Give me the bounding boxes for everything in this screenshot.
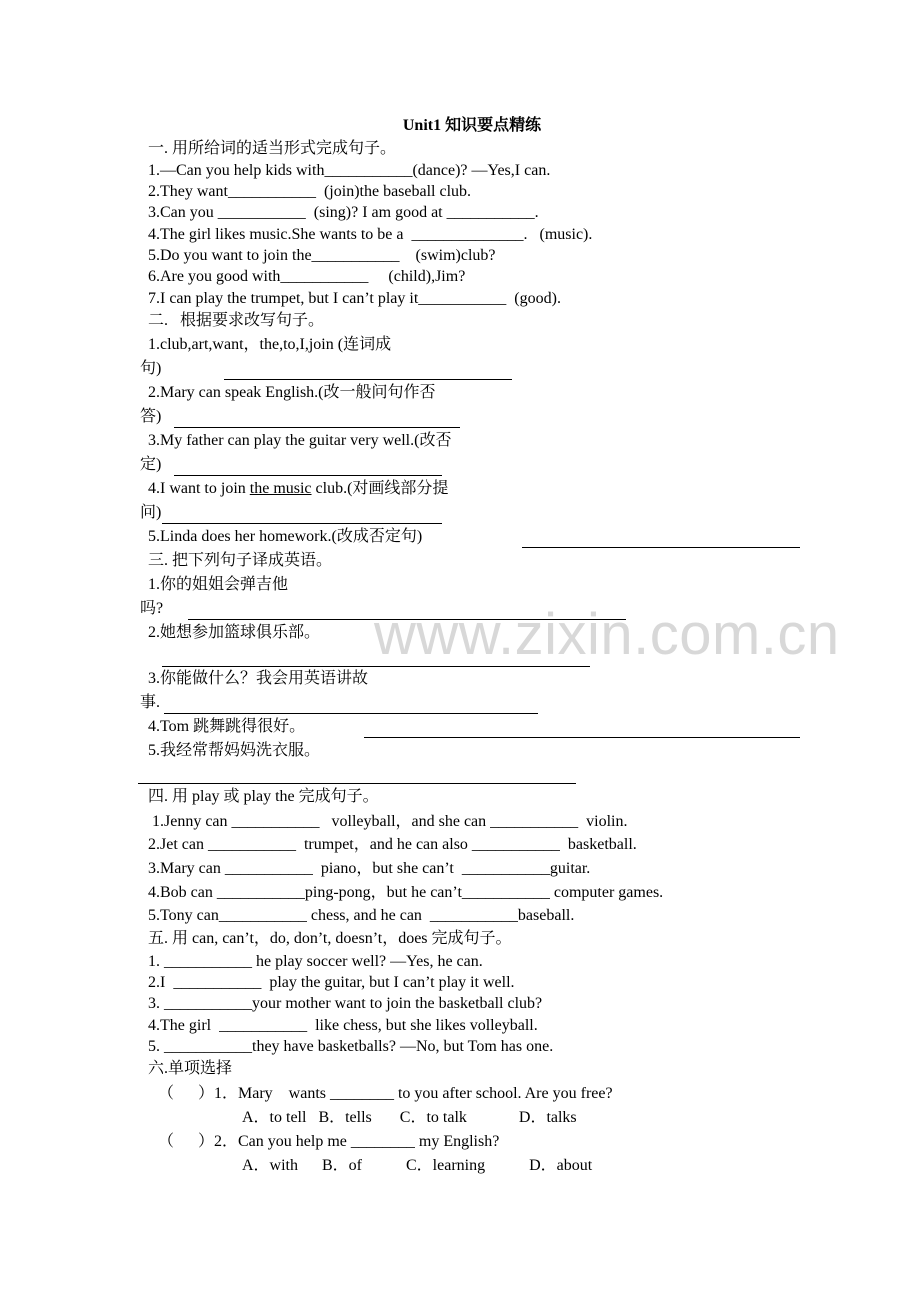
- exercise-line: 4.Bob can ___________ping-pong，but he can’t___________ computer games.: [148, 884, 664, 901]
- exercise-line: 3.Can you ___________ (sing)? I am good at ___________.: [148, 204, 539, 221]
- exercise-line: 5.Do you want to join the___________ (swim)club?: [148, 247, 496, 264]
- page-title: Unit1 知识要点精练: [402, 117, 542, 134]
- answer-blank-line[interactable]: [162, 523, 442, 524]
- exercise-line: 5.Tony can___________ chess, and he can ___________baseball.: [148, 907, 575, 924]
- answer-blank-line[interactable]: [174, 475, 442, 476]
- exercise-line: 5.Linda does her homework.(改成否定句): [148, 528, 423, 545]
- exercise-line: A．with B．of C．learning D．about: [242, 1157, 593, 1174]
- exercise-line: 4.The girl likes music.She wants to be a ______________. (music).: [148, 226, 593, 243]
- exercise-line: 2.I ___________ play the guitar, but I can’t play it well.: [148, 974, 515, 991]
- underlined-phrase: the music: [249, 480, 312, 497]
- exercise-line: 答): [140, 408, 162, 425]
- exercise-line: （ ）1．Mary wants ________ to you after school. Are you free?: [158, 1085, 613, 1102]
- exercise-line: 1.—Can you help kids with___________(dance)? —Yes,I can.: [148, 162, 551, 179]
- exercise-line: 问): [140, 504, 162, 521]
- exercise-line: 2.They want___________ (join)the baseball club.: [148, 183, 472, 200]
- exercise-line: 2.她想参加篮球俱乐部。: [148, 624, 321, 641]
- exercise-line: 句): [140, 360, 162, 377]
- exercise-line: （ ）2．Can you help me ________ my English?: [158, 1133, 500, 1150]
- line-text: club.(对画线部分提: [311, 480, 449, 497]
- exercise-line: 3. ___________your mother want to join the basketball club?: [148, 995, 543, 1012]
- exercise-line: 7.I can play the trumpet, but I can’t play it___________ (good).: [148, 290, 561, 307]
- exercise-line: 5. ___________they have basketballs? —No, but Tom has one.: [148, 1038, 554, 1055]
- answer-blank-line[interactable]: [138, 783, 576, 784]
- exercise-line: 1.Jenny can ___________ volleyball，and she can ___________ violin.: [152, 813, 628, 830]
- line-text: 4.I want to join: [148, 480, 250, 497]
- exercise-line: 5.我经常帮妈妈洗衣服。: [148, 742, 321, 759]
- answer-blank-line[interactable]: [164, 713, 538, 714]
- exercise-line: 三. 把下列句子译成英语。: [148, 552, 333, 569]
- exercise-line: 3.Mary can ___________ piano，but she can’t ___________guitar.: [148, 860, 591, 877]
- exercise-line: 一. 用所给词的适当形式完成句子。: [148, 140, 397, 157]
- exercise-line: 吗?: [140, 600, 164, 617]
- exercise-line: 事.: [140, 694, 161, 711]
- exercise-line: 3.My father can play the guitar very well.(改否: [148, 432, 452, 449]
- answer-blank-line[interactable]: [522, 547, 800, 548]
- answer-blank-line[interactable]: [364, 737, 800, 738]
- exercise-line: 3.你能做什么？我会用英语讲故: [148, 670, 369, 687]
- exercise-line: 1.你的姐姐会弹吉他: [148, 576, 289, 593]
- exercise-line: 1. ___________ he play soccer well? —Yes, he can.: [148, 953, 483, 970]
- exercise-line: 2.Mary can speak English.(改一般问句作否: [148, 384, 436, 401]
- exercise-line: 6.Are you good with___________ (child),Jim?: [148, 268, 466, 285]
- exercise-line: 四. 用 play 或 play the 完成句子。: [148, 788, 379, 805]
- answer-blank-line[interactable]: [174, 427, 460, 428]
- exercise-line: 六.单项选择: [148, 1060, 233, 1077]
- exercise-line: 五. 用 can, can’t，do, don’t, doesn’t，does 完成句子。: [148, 930, 512, 947]
- exercise-line: 4.The girl ___________ like chess, but she likes volleyball.: [148, 1017, 538, 1034]
- exercise-line: 2.Jet can ___________ trumpet，and he can also ___________ basketball.: [148, 836, 637, 853]
- exercise-line: 定): [140, 456, 162, 473]
- watermark: www.zixin.com.cn: [374, 602, 840, 667]
- exercise-line: 1.club,art,want，the,to,I,join (连词成: [148, 336, 392, 353]
- exercise-line: 二. 根据要求改写句子。: [148, 312, 325, 329]
- exercise-line: A．to tell B．tells C．to talk D．talks: [242, 1109, 577, 1126]
- exercise-line-underlined: [148, 479, 448, 500]
- exercise-line: 4.Tom 跳舞跳得很好。: [148, 718, 306, 735]
- answer-blank-line[interactable]: [224, 379, 512, 380]
